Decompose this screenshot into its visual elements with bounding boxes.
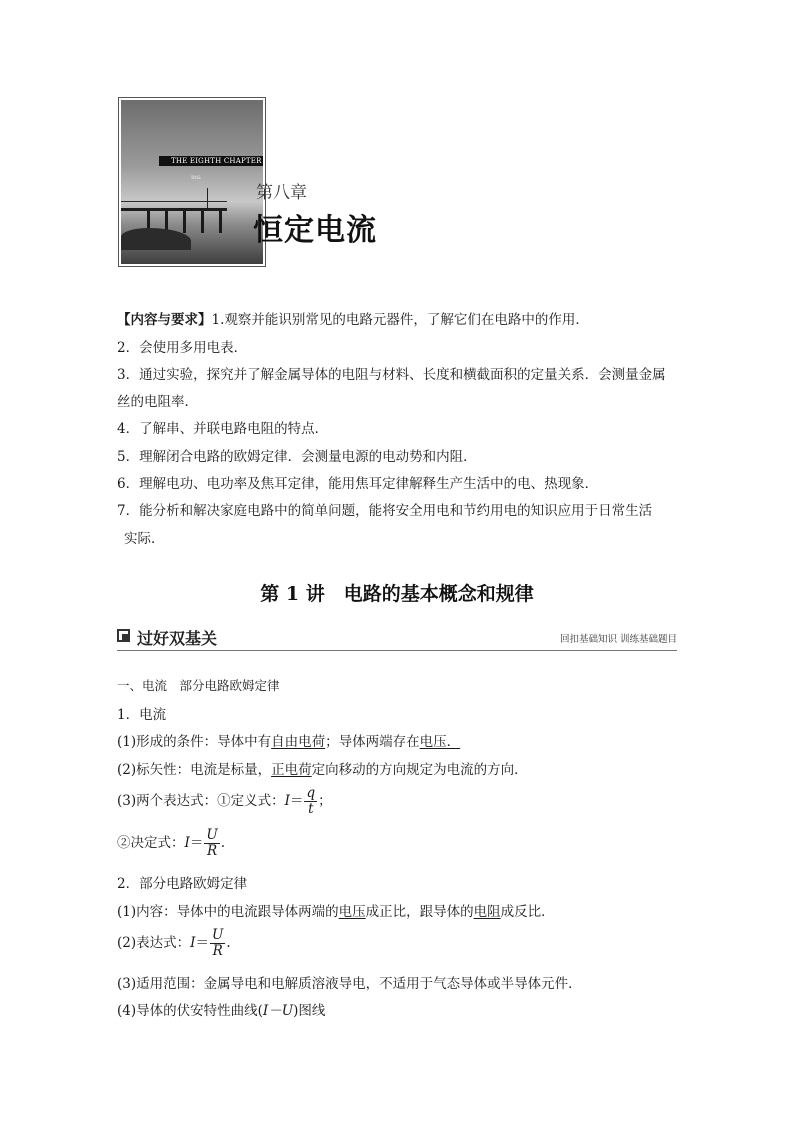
pier-rail <box>121 201 227 202</box>
requirements-tag: 【内容与要求】 <box>117 312 212 328</box>
pier-deck <box>121 208 227 211</box>
determining-formula-line <box>117 828 225 859</box>
requirement-item: 6．理解电功、电功率及焦耳定律，能用焦耳定律解释生产生活中的电、热现象． <box>117 476 599 492</box>
text-span: (1)形成的条件：导体中有 <box>117 734 272 750</box>
scalar-vector-line <box>117 758 528 778</box>
fraction-denominator: R <box>206 843 218 859</box>
requirement-item: 5．理解闭合电路的欧姆定律．会测量电源的电动势和内阻． <box>117 449 477 465</box>
condition-line <box>117 730 460 750</box>
answer-positive-charge: 正电荷 <box>271 762 312 778</box>
text-span: . <box>220 835 226 851</box>
text-span: (3)两个表达式：①定义式： <box>117 793 285 809</box>
subheading-ohms-law: 2．部分电路欧姆定律 <box>117 876 248 892</box>
fraction-q-over-t <box>304 786 317 817</box>
answer-voltage-2: 电压 <box>338 904 366 920</box>
requirement-item: 2．会使用多用电表． <box>117 340 248 356</box>
text-span: . <box>226 935 231 951</box>
fraction-numerator: U <box>211 927 224 943</box>
text-span: (4)导体的伏安特性曲线( <box>117 1003 263 1019</box>
math-var: I <box>184 835 190 851</box>
requirement-item: 丝的电阻率． <box>117 394 198 410</box>
math-var: I <box>190 935 196 951</box>
answer-resistance: 电阻 <box>473 904 501 920</box>
text-span: (2)标矢性：电流是标量， <box>117 762 272 778</box>
section-title: 过好双基关 <box>137 629 218 648</box>
math-var: I <box>284 793 290 809</box>
cover-photo <box>121 100 263 264</box>
section-subtitle: 回扣基础知识 训练基础题目 <box>559 634 677 645</box>
fraction-denominator: R <box>212 943 223 959</box>
requirement-item: 3．通过实验，探究并了解金属导体的电阻与材料、长度和横截面积的定量关系．会测量金属 <box>117 367 666 383</box>
chapter-label: 第八章 <box>256 183 307 203</box>
subheading-current: 1．电流 <box>117 707 167 723</box>
math-op: ＝ <box>195 935 209 951</box>
text-span: (2)表达式： <box>117 935 191 951</box>
pier-lamp <box>207 188 208 208</box>
fraction-numerator: U <box>206 827 218 843</box>
chapter-cover-image <box>118 97 266 267</box>
text-span: 定向移动的方向规定为电流的方向． <box>311 762 528 778</box>
text-span: 成反比． <box>500 904 555 920</box>
text-span: ； <box>318 793 332 809</box>
definition-formula-line <box>117 786 332 817</box>
text-span: ②决定式： <box>117 835 185 851</box>
fraction-denominator: t <box>308 801 314 817</box>
text-span: ；导体两端存在 <box>325 734 420 750</box>
chapter-title: 恒定电流 <box>253 213 377 248</box>
requirement-item: 1.观察并能识别常见的电路元器件，了解它们在电路中的作用． <box>211 312 589 328</box>
cover-small-text: Bt& <box>191 175 202 181</box>
lecture-title: 第 1 讲 电路的基本概念和规律 <box>260 583 534 605</box>
text-span: 成正比，跟导体的 <box>365 904 474 920</box>
expression-line <box>117 928 231 959</box>
section-square-icon <box>117 629 130 642</box>
requirements-line <box>117 308 589 328</box>
math-op: ＝ <box>289 793 304 809</box>
cover-rocks <box>121 228 191 250</box>
cover-banner-text: THE EIGHTH CHAPTER <box>171 157 262 165</box>
section-header <box>117 626 677 651</box>
fraction-u-over-r <box>210 928 225 959</box>
ohms-law-content-line <box>117 900 555 920</box>
scope-line: (3)适用范围：金属导电和电解质溶液导电，不适用于气态导体或半导体元件． <box>117 976 582 992</box>
answer-voltage: 电压． <box>419 734 461 750</box>
math-expression: I－U <box>262 1003 294 1019</box>
fraction-u-over-r <box>204 828 219 859</box>
text-span: (1)内容：导体中的电流跟导体两端的 <box>117 904 339 920</box>
requirement-item: 4．了解串、并联电路电阻的特点． <box>117 421 329 437</box>
text-span: )图线 <box>293 1003 326 1019</box>
pier-post <box>183 211 186 233</box>
answer-free-charge: 自由电荷 <box>271 734 326 750</box>
math-op: ＝ <box>189 835 204 851</box>
pier-post <box>219 211 222 233</box>
heading-current-ohms-law: 一、电流 部分电路欧姆定律 <box>117 678 280 693</box>
fraction-numerator: q <box>306 785 316 801</box>
requirement-item: 实际． <box>124 531 165 547</box>
pier-post <box>201 211 204 233</box>
iv-curve-line <box>117 999 325 1019</box>
requirement-item: 7．能分析和解决家庭电路中的简单问题，能将安全用电和节约用电的知识应用于日常生活 <box>117 503 653 519</box>
